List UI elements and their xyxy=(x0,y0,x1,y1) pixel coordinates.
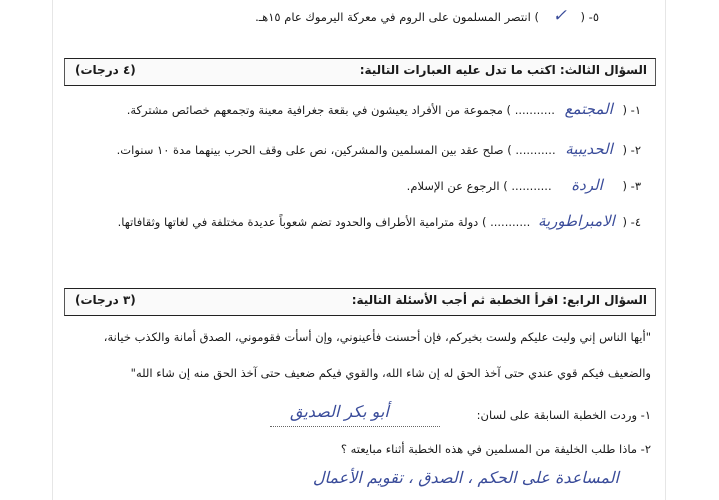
item-text: انتصر المسلمون على الروم في معركة اليرموك عام ١٥هـ. xyxy=(255,10,531,24)
item-number: ٢- xyxy=(630,143,641,157)
question-3-marks: (٤ درجات) xyxy=(75,63,136,77)
true-false-item-5 xyxy=(255,6,599,26)
answer-dots: ........... xyxy=(490,215,531,229)
question-number: ١- xyxy=(640,408,651,422)
question-text: وردت الخطبة السابقة على لسان: xyxy=(476,408,637,422)
answer-dots: ........... xyxy=(515,143,556,157)
open-paren: ( xyxy=(622,179,627,193)
item-number: ٣- xyxy=(630,179,641,193)
question-4-marks: (٣ درجات) xyxy=(75,293,136,307)
item-text: الرجوع عن الإسلام. xyxy=(406,179,500,193)
item-text: مجموعة من الأفراد يعيشون في بقعة جغرافية معينة وتجمعهم خصائص مشتركة. xyxy=(126,103,503,117)
open-paren: ( xyxy=(580,10,585,24)
q3-item-4 xyxy=(118,212,641,230)
q4-question-1 xyxy=(477,408,651,422)
speech-line-2: والضعيف فيكم قوي عندي حتى آخذ الحق له إن شاء الله، والقوي فيكم ضعيف حتى آخذ الحق منه إن شاء الله" xyxy=(130,366,651,380)
q3-item-2 xyxy=(117,140,641,158)
q4-answer-2: المساعدة على الحكم ، الصدق ، تقويم الأعمال xyxy=(312,468,619,487)
handwritten-answer: الامبراطورية xyxy=(537,212,615,230)
open-paren: ( xyxy=(622,103,627,117)
question-3-title: السؤال الثالث: اكتب ما تدل عليه العبارات التالية: xyxy=(359,63,647,77)
open-paren: ( xyxy=(622,143,627,157)
question-4-header xyxy=(64,288,656,316)
question-3-header xyxy=(64,58,656,86)
handwritten-answer: الحديبية xyxy=(565,140,613,158)
question-number: ٢- xyxy=(640,442,651,456)
handwritten-answer: الردة xyxy=(571,176,603,194)
item-text: صلح عقد بين المسلمين والمشركين، نص على وقف الحرب بينهما مدة ١٠ سنوات. xyxy=(116,143,504,157)
item-text: دولة مترامية الأطراف والحدود تضم شعوباً عديدة مختلفة في لغاتها وثقافاتها. xyxy=(117,215,479,229)
q3-item-1 xyxy=(127,100,641,118)
speech-line-1: "أيها الناس إني وليت عليكم ولست بخيركم، فإن أحسنت فأعينوني، وإن أسأت فقوموني، الصدق أمانة والكذب خيانة، xyxy=(103,330,651,344)
question-4-title: السؤال الرابع: اقرأ الخطبة ثم أجب الأسئلة التالية: xyxy=(351,293,647,307)
answer-dots: ........... xyxy=(514,103,555,117)
close-paren: ) xyxy=(534,10,539,24)
close-paren: ) xyxy=(506,103,512,117)
close-paren: ) xyxy=(481,215,487,229)
item-number: ٤- xyxy=(630,215,641,229)
q4-question-2 xyxy=(341,442,651,456)
close-paren: ) xyxy=(507,143,512,157)
item-number: ١- xyxy=(630,103,641,117)
q4-answer-1-line xyxy=(270,426,440,427)
q4-answer-1: أبو بكر الصديق xyxy=(290,402,389,421)
question-text: ماذا طلب الخليفة من المسلمين في هذه الخطبة أثناء مبايعته ؟ xyxy=(340,442,637,456)
q3-item-3 xyxy=(407,176,641,194)
close-paren: ) xyxy=(503,179,508,193)
checkmark-answer: ✓ xyxy=(552,6,567,26)
item-number: ٥- xyxy=(588,10,599,24)
open-paren: ( xyxy=(622,215,627,229)
handwritten-answer: المجتمع xyxy=(564,100,613,118)
answer-dots: ........... xyxy=(511,179,552,193)
